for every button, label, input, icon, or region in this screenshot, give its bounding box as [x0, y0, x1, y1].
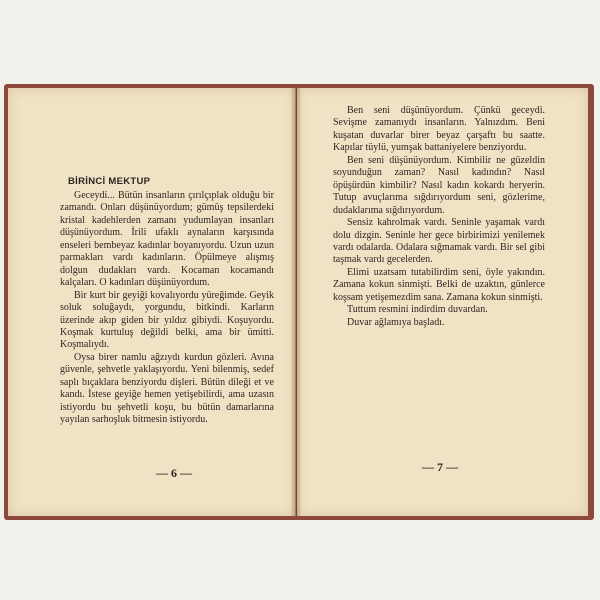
- page-number-left: — 6 —: [156, 466, 192, 480]
- book-gutter: [291, 88, 301, 516]
- right-text-column: [333, 105, 545, 329]
- paragraph: Tuttum resmini indirdim duvardan.: [347, 304, 488, 316]
- paragraph: Ben seni düşünüyordum. Kimbilir ne güzeldin soyunduğun zaman? Nasıl kadındın? Nasıl öpüşürdün kimbilir? Nasıl kadın kokardı heryerin. Tutup avuçlarıma sığdırıyordum seni, gözlerime, dudaklarıma sığdırıyordum.: [333, 154, 545, 216]
- paragraph: Oysa birer namlu ağzıydı kurdun gözleri. Avına güvenle, şehvetle yaklaşıyordu. Yeni bilenmiş, sedef saplı bıçaklara benziyordu dişleri. Bütün dileği et ve kandı. İstese geyiğe hemen yetişebilirdi, ama uzasın istiyordu bu şehvetli koşu, bu bütün damarlarına yayılan sarhoşluk bitmesin istiyordu.: [60, 351, 274, 426]
- chapter-heading: BİRİNCİ MEKTUP: [68, 176, 151, 187]
- page-number-right: — 7 —: [422, 460, 458, 474]
- paragraph: Elimi uzatsam tutabilirdim seni, öyle yakındın. Zamana kokun sinmişti. Belki de uzaktın, günlerce koşsam yetişemezdim sana. Zamana kokun sinmişti.: [333, 266, 545, 303]
- left-text-column: [60, 190, 274, 427]
- paragraph: Ben seni düşünüyordum. Çünkü geceydi. Sevişme zamanıydı insanların. Yalnızdım. Beni kuşatan duvarlar birer beyaz çarşaftı bu saatte. Kapılar tüylü, yumşak battaniyelere benziyordu.: [333, 105, 545, 154]
- paragraph: Duvar ağlamıya başladı.: [347, 316, 445, 328]
- paragraph: Sensiz kahrolmak vardı. Seninle yaşamak vardı dolu dizgin. Seninle her gece birbirimizi yenilemek vardı odalarda. Odalara sığmamak vardı. Bir sel gibi taşmak vardı gecelerden.: [333, 217, 545, 266]
- paragraph: Geceydi... Bütün insanların çırılçıplak olduğu bir zamandı. Onları düşünüyordum; gümüş tepsilerdeki kristal kadehlerden zamanı yudumlayan insanları düşünüyordum. İrili ufaklı aynaların karşısında enseleri bembeyaz kadınlar boyanıyordu. Uzun uzun parmakları vardı kadınların. Öpülmeye alışmış dolgun dudakları vardı. Kocaman kocamandı kalçaları. O kadınları düşünüyordum.: [60, 190, 274, 289]
- paragraph: Bir kurt bir geyiği kovalıyordu yüreğimde. Geyik soluk soluğaydı, yorgundu, bitkindi. Karların üzerinde akıp giden bir yıldız gibiydi. Koşuyordu. Koşmak kurtuluş değildi belki, ama bir ümitti. Koşmalıydı.: [60, 289, 274, 351]
